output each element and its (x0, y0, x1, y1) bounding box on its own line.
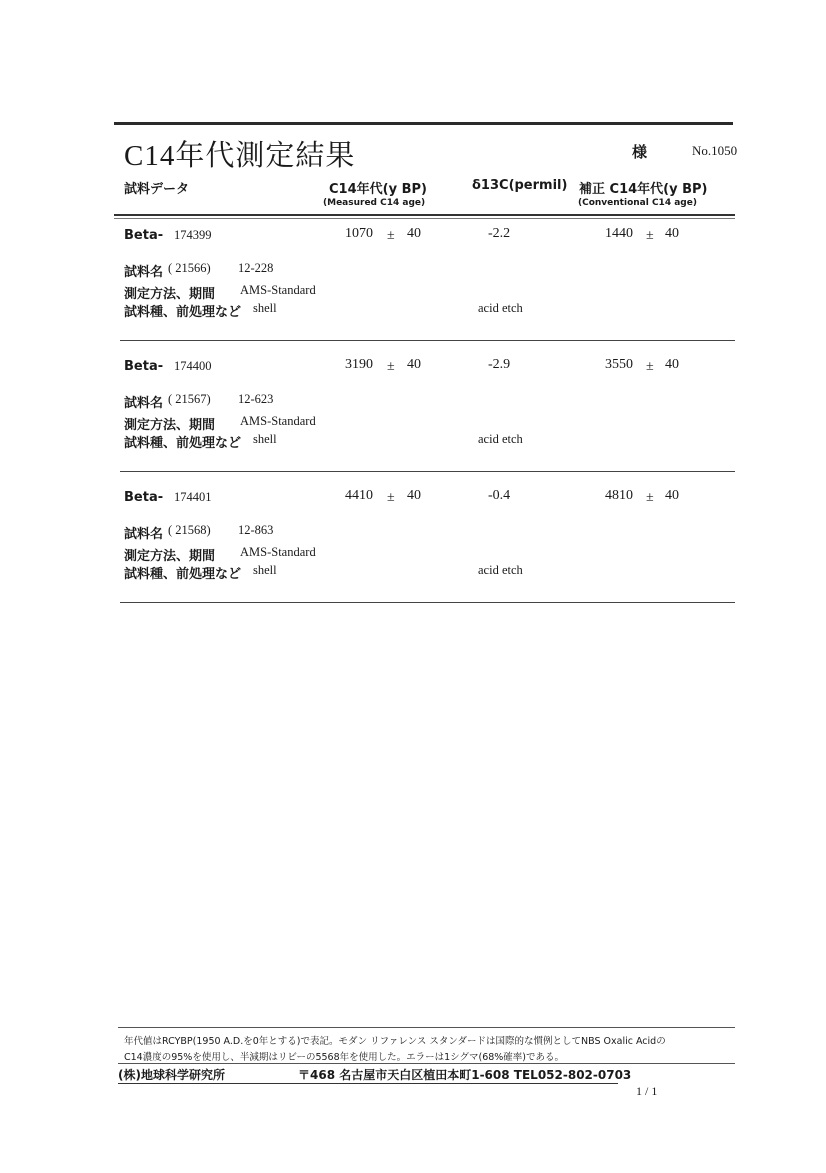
header-conventional-age-sub: (Conventional C14 age) (578, 198, 697, 208)
method-value: AMS-Standard (240, 545, 316, 559)
sample-name-paren: ( 21567) (168, 392, 211, 406)
sample-name-paren: ( 21566) (168, 261, 211, 275)
footer-note-line2: C14濃度の95%を使用し、半減期はリビーの5568年を使用した。エラーは1シグマ(68%確率)である。 (124, 1052, 565, 1063)
sample-type-value: shell (253, 563, 277, 577)
sample-name-code: 12-623 (238, 392, 274, 406)
pretreatment-value: acid etch (478, 301, 523, 315)
sample-name-paren: ( 21568) (168, 523, 211, 537)
record-divider (120, 471, 735, 472)
measured-plusminus: ± (387, 490, 395, 505)
conventional-error: 40 (665, 226, 679, 241)
salutation: 様 (632, 143, 648, 161)
method-value: AMS-Standard (240, 283, 316, 297)
conventional-age: 4810 (605, 488, 633, 503)
beta-number: 174400 (174, 359, 212, 373)
measured-age: 1070 (345, 226, 373, 241)
sample-name-code: 12-863 (238, 523, 274, 537)
lab-name: (株)地球科学研究所 (118, 1068, 225, 1082)
header-measured-age-sub: (Measured C14 age) (323, 198, 426, 208)
header-divider-thin (114, 218, 735, 219)
measured-plusminus: ± (387, 228, 395, 243)
measured-error: 40 (407, 488, 421, 503)
page-number: 1 / 1 (636, 1084, 658, 1098)
delta13c-value: -2.9 (488, 357, 511, 372)
sample-name-label: 試料名 (124, 527, 164, 542)
conventional-age: 3550 (605, 357, 633, 372)
sample-name-label: 試料名 (124, 396, 164, 411)
sample-name-label: 試料名 (124, 265, 164, 280)
sample-name-code: 12-228 (238, 261, 274, 275)
lab-address: 〒468 名古屋市天白区植田本町1-608 TEL052-802-0703 (298, 1068, 632, 1082)
conventional-age: 1440 (605, 226, 633, 241)
header-divider (114, 214, 735, 216)
measured-age: 4410 (345, 488, 373, 503)
record-divider (120, 340, 735, 341)
beta-label: Beta- (124, 490, 164, 505)
header-measured-age: C14年代(y BP) (329, 182, 427, 197)
footer-top-rule (118, 1027, 735, 1028)
measured-plusminus: ± (387, 359, 395, 374)
beta-label: Beta- (124, 228, 164, 243)
sample-type-label: 試料種、前処理など (124, 436, 242, 451)
conventional-error: 40 (665, 357, 679, 372)
measured-age: 3190 (345, 357, 373, 372)
header-delta13c: δ13C(permil) (472, 178, 568, 193)
delta13c-value: -2.2 (488, 226, 511, 241)
title-top-rule (114, 122, 733, 125)
measured-error: 40 (407, 226, 421, 241)
delta13c-value: -0.4 (488, 488, 511, 503)
beta-number: 174399 (174, 228, 212, 242)
sample-type-label: 試料種、前処理など (124, 305, 242, 320)
beta-label: Beta- (124, 359, 164, 374)
header-sample-data: 試料データ (124, 182, 190, 197)
sample-type-label: 試料種、前処理など (124, 567, 242, 582)
measured-error: 40 (407, 357, 421, 372)
record-divider (120, 602, 735, 603)
conventional-plusminus: ± (646, 359, 654, 374)
beta-number: 174401 (174, 490, 212, 504)
method-label: 測定方法、期間 (124, 418, 216, 433)
method-label: 測定方法、期間 (124, 549, 216, 564)
sample-type-value: shell (253, 432, 277, 446)
conventional-plusminus: ± (646, 228, 654, 243)
pretreatment-value: acid etch (478, 563, 523, 577)
footer-bottom-rule (118, 1083, 618, 1084)
method-value: AMS-Standard (240, 414, 316, 428)
document-number: No.1050 (692, 143, 738, 158)
header-conventional-age: 補正 C14年代(y BP) (579, 182, 708, 197)
method-label: 測定方法、期間 (124, 287, 216, 302)
conventional-plusminus: ± (646, 490, 654, 505)
pretreatment-value: acid etch (478, 432, 523, 446)
footer-middle-rule (118, 1063, 735, 1064)
report-title: C14年代測定結果 (124, 140, 356, 172)
conventional-error: 40 (665, 488, 679, 503)
footer-note-line1: 年代値はRCYBP(1950 A.D.を0年とする)で表記。モダン リファレンス スタンダードは国際的な慣例としてNBS Oxalic Acidの (124, 1036, 666, 1047)
sample-type-value: shell (253, 301, 277, 315)
